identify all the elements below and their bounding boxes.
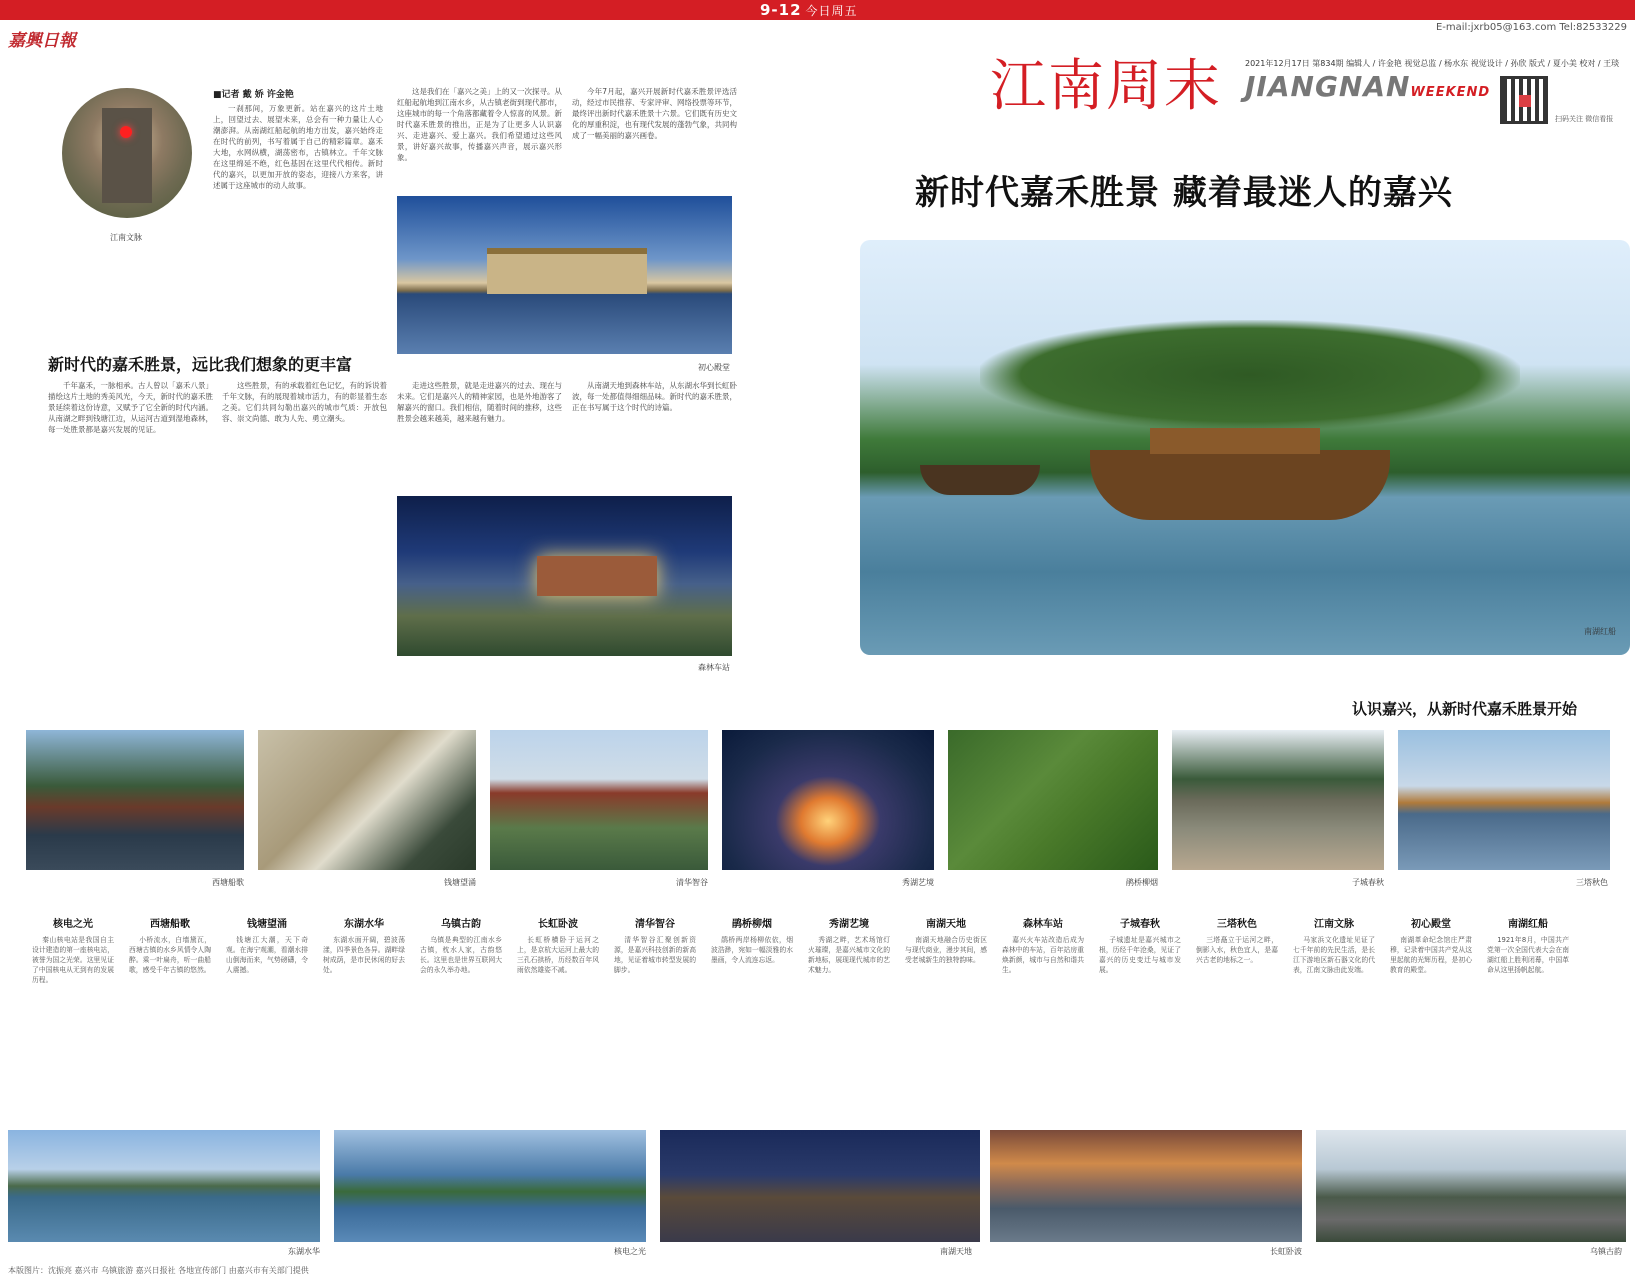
bottom-caption-2: 核电之光 <box>614 1247 646 1256</box>
column-text-5: 乌镇是典型的江南水乡古镇，枕水人家，古韵悠长。这里也是世界互联网大会的永久举办地。 <box>420 936 502 974</box>
lead-column-3: 今年7月起，嘉兴开展新时代嘉禾胜景评选活动，经过市民推荐、专家评审、网络投票等环节，最终评出新时代嘉禾胜景十六景。它们既有历史文化的厚重积淀，也有现代发展的蓬勃气象，共同构成了一幅美丽的嘉兴画卷。 <box>572 87 737 140</box>
column-title-3: 钱塘望涌 <box>247 919 287 930</box>
strip-caption-4: 秀湖艺境 <box>902 878 934 887</box>
bottom-caption-1: 东湖水华 <box>288 1247 320 1256</box>
hall-caption: 初心殿堂 <box>698 363 730 372</box>
masthead-title: 江南周末 <box>990 54 1222 119</box>
column-title-8: 鹃桥柳烟 <box>732 919 772 930</box>
column-text-10: 南湖天地融合历史街区与现代商业，漫步其间，感受老城新生的独特韵味。 <box>905 936 987 964</box>
column-text-6: 长虹桥横卧于运河之上，是京杭大运河上最大的三孔石拱桥，历经数百年风雨依然雄姿不减。 <box>517 936 599 974</box>
column-title-5: 乌镇古韵 <box>441 919 481 930</box>
column-text-7: 清华智谷汇聚创新资源，是嘉兴科技创新的新高地，见证着城市转型发展的脚步。 <box>614 936 696 974</box>
lead-column-2: 这是我们在「嘉兴之美」上的又一次探寻。从红船起航地到江南水乡，从古镇老街到现代都市，这座城市的每一个角落都藏着令人惊喜的风景。新时代嘉禾胜景的推出，正是为了让更多人认识嘉兴、走进嘉兴、爱上嘉兴。我们希望通过这些风景，讲好嘉兴故事，传播嘉兴声音，展示嘉兴形象。 <box>397 87 562 162</box>
column-title-6: 长虹卧波 <box>538 919 578 930</box>
strip-photo-5 <box>948 730 1158 870</box>
column-title-14: 江南文脉 <box>1314 919 1354 930</box>
hero-island <box>980 320 1520 430</box>
paper-logo: 嘉興日報 <box>8 31 76 51</box>
strip-photo-7 <box>1398 730 1610 870</box>
bottom-caption-3: 南湖天地 <box>940 1247 972 1256</box>
photo-forest-station <box>397 496 732 656</box>
column-text-11: 嘉兴火车站改造后成为森林中的车站，百年站房重焕新颜，城市与自然和谐共生。 <box>1002 936 1084 974</box>
strip-caption-7: 三塔秋色 <box>1576 878 1608 887</box>
column-text-16: 1921年8月，中国共产党第一次全国代表大会在南湖红船上胜利闭幕，中国革命从这里扬帆起航。 <box>1487 936 1569 974</box>
bottom-photo-5 <box>1316 1130 1626 1242</box>
top-bar <box>0 0 1635 20</box>
column-title-13: 三塔秋色 <box>1217 919 1257 930</box>
column-title-16: 南湖红船 <box>1508 919 1548 930</box>
bottom-caption-5: 乌镇古韵 <box>1590 1247 1622 1256</box>
circle-photo <box>62 88 192 218</box>
column-text-14: 马家浜文化遗址见证了七千年前的先民生活，是长江下游地区新石器文化的代表，江南文脉由此发端。 <box>1293 936 1375 974</box>
column-text-2: 小桥流水，白墙黛瓦，西塘古镇的水乡风情令人陶醉。乘一叶扁舟，听一曲船歌，感受千年古镇的悠然。 <box>129 936 211 974</box>
column-title-2: 西塘船歌 <box>150 919 190 930</box>
photo-credits: 本版图片：沈振亮 嘉兴市 乌镇旅游 嘉兴日报社 各地宣传部门 由嘉兴市有关部门提供 <box>8 1266 309 1275</box>
bottom-photo-2 <box>334 1130 646 1242</box>
column-title-10: 南湖天地 <box>926 919 966 930</box>
hero-small-boat <box>920 465 1040 495</box>
section-column-1: 千年嘉禾，一脉相承。古人曾以「嘉禾八景」描绘这片土地的秀美风光，今天，新时代的嘉禾胜景延续着这份诗意，又赋予了它全新的时代内涵。从南湖之畔到钱塘江边，从运河古道到湿地森林，每一处胜景都是嘉兴发展的见证。 <box>48 381 213 434</box>
strip-photo-3 <box>490 730 708 870</box>
strip-caption-3: 清华智谷 <box>676 878 708 887</box>
strip-photo-4 <box>722 730 934 870</box>
strip-photo-6 <box>1172 730 1384 870</box>
qr-code-icon[interactable] <box>1500 76 1548 124</box>
section-column-3: 走进这些胜景，就是走进嘉兴的过去、现在与未来。它们是嘉兴人的精神家园，也是外地游客了解嘉兴的窗口。我们相信，随着时间的推移，这些胜景会越来越美，越来越有魅力。 <box>397 381 562 423</box>
strip-photo-2 <box>258 730 476 870</box>
bottom-caption-4: 长虹卧波 <box>1270 1247 1302 1256</box>
column-title-1: 核电之光 <box>53 919 93 930</box>
section-column-2: 这些胜景，有的承载着红色记忆，有的诉说着千年文脉，有的展现着城市活力，有的彰显着生态之美。它们共同勾勒出嘉兴的城市气质：开放包容、崇文尚德、敢为人先、勇立潮头。 <box>222 381 387 423</box>
night-caption: 森林车站 <box>698 663 730 672</box>
column-title-7: 清华智谷 <box>635 919 675 930</box>
contact-email: E-mail:jxrb05@163.com Tel:82533229 <box>1435 22 1627 33</box>
bottom-photo-3 <box>660 1130 980 1242</box>
bottom-photo-1 <box>8 1130 320 1242</box>
column-title-9: 秀湖艺境 <box>829 919 869 930</box>
bottom-photo-4 <box>990 1130 1302 1242</box>
masthead-english: JIANGNANWEEKEND <box>1245 70 1491 103</box>
column-text-9: 秀湖之畔，艺术场馆灯火璀璨，是嘉兴城市文化的新地标，展现现代城市的艺术魅力。 <box>808 936 890 974</box>
masthead-meta: 2021年12月17日 第834期 编辑人 / 许金艳 视觉总监 / 杨水东 视觉设计 / 孙欣 版式 / 夏小美 校对 / 王琰 <box>1245 59 1620 68</box>
column-text-1: 秦山核电站是我国自主设计建造的第一座核电站，被誉为国之光荣。这里见证了中国核电从无到有的发展历程。 <box>32 936 114 984</box>
column-text-4: 东湖水面开阔，碧波荡漾，四季景色各异。湖畔绿树成荫，是市民休闲的好去处。 <box>323 936 405 974</box>
hero-caption: 南湖红船 <box>1584 627 1616 636</box>
section-column-4: 从南湖天地到森林车站，从东湖水华到长虹卧波，每一处都值得细细品味。新时代的嘉禾胜景，正在书写属于这个时代的诗篇。 <box>572 381 737 412</box>
main-headline: 新时代嘉禾胜景 藏着最迷人的嘉兴 <box>915 173 1453 213</box>
column-title-15: 初心殿堂 <box>1411 919 1451 930</box>
column-title-12: 子城春秋 <box>1120 919 1160 930</box>
column-title-4: 东湖水华 <box>344 919 384 930</box>
byline: ■记者 戴 娇 许金艳 <box>213 90 294 100</box>
hero-photo-red-boat <box>860 240 1630 655</box>
lead-column-1: 一刹那间，万象更新。站在嘉兴的这片土地上，回望过去、展望未来，总会有一种力量让人心潮澎湃。从南湖红船起航的地方出发，嘉兴始终走在时代的前列，书写着属于自己的精彩篇章。嘉禾大地，水网纵横，湖荡密布，古镇林立。千年文脉在这里绵延不绝，红色基因在这里代代相传。新时代的嘉兴，以更加开放的姿态，迎接八方来客，讲述属于这座城市的动人故事。 <box>213 104 383 190</box>
column-text-12: 子城遗址是嘉兴城市之根，历经千年沧桑，见证了嘉兴的历史变迁与城市发展。 <box>1099 936 1181 974</box>
strip-caption-5: 鹃桥柳烟 <box>1126 878 1158 887</box>
column-title-11: 森林车站 <box>1023 919 1063 930</box>
column-text-8: 鹃桥两岸杨柳依依，烟波浩渺，宛如一幅淡雅的水墨画，令人流连忘返。 <box>711 936 793 964</box>
column-text-3: 钱塘江大潮，天下奇观。在海宁观潮，看潮水排山倒海而来，气势磅礴，令人震撼。 <box>226 936 308 974</box>
strip-caption-2: 钱塘望涌 <box>444 878 476 887</box>
qr-caption: 扫码关注 微信看报 <box>1555 115 1614 123</box>
strip-photo-1 <box>26 730 244 870</box>
section-heading: 新时代的嘉禾胜景，远比我们想象的更丰富 <box>48 355 353 374</box>
strip-caption-1: 西塘船歌 <box>212 878 244 887</box>
column-text-13: 三塔矗立于运河之畔，倒影入水，秋色宜人，是嘉兴古老的地标之一。 <box>1196 936 1278 964</box>
strip-heading: 认识嘉兴，从新时代嘉禾胜景开始 <box>1352 700 1578 718</box>
circle-caption: 江南文脉 <box>110 233 142 242</box>
column-text-15: 南湖革命纪念馆庄严肃穆，记录着中国共产党从这里起航的光辉历程，是初心教育的殿堂。 <box>1390 936 1472 974</box>
page-number: 9-12 今日周五 <box>760 1 858 19</box>
strip-caption-6: 子城春秋 <box>1352 878 1384 887</box>
photo-memorial-hall <box>397 196 732 354</box>
hero-red-boat <box>1090 450 1390 520</box>
